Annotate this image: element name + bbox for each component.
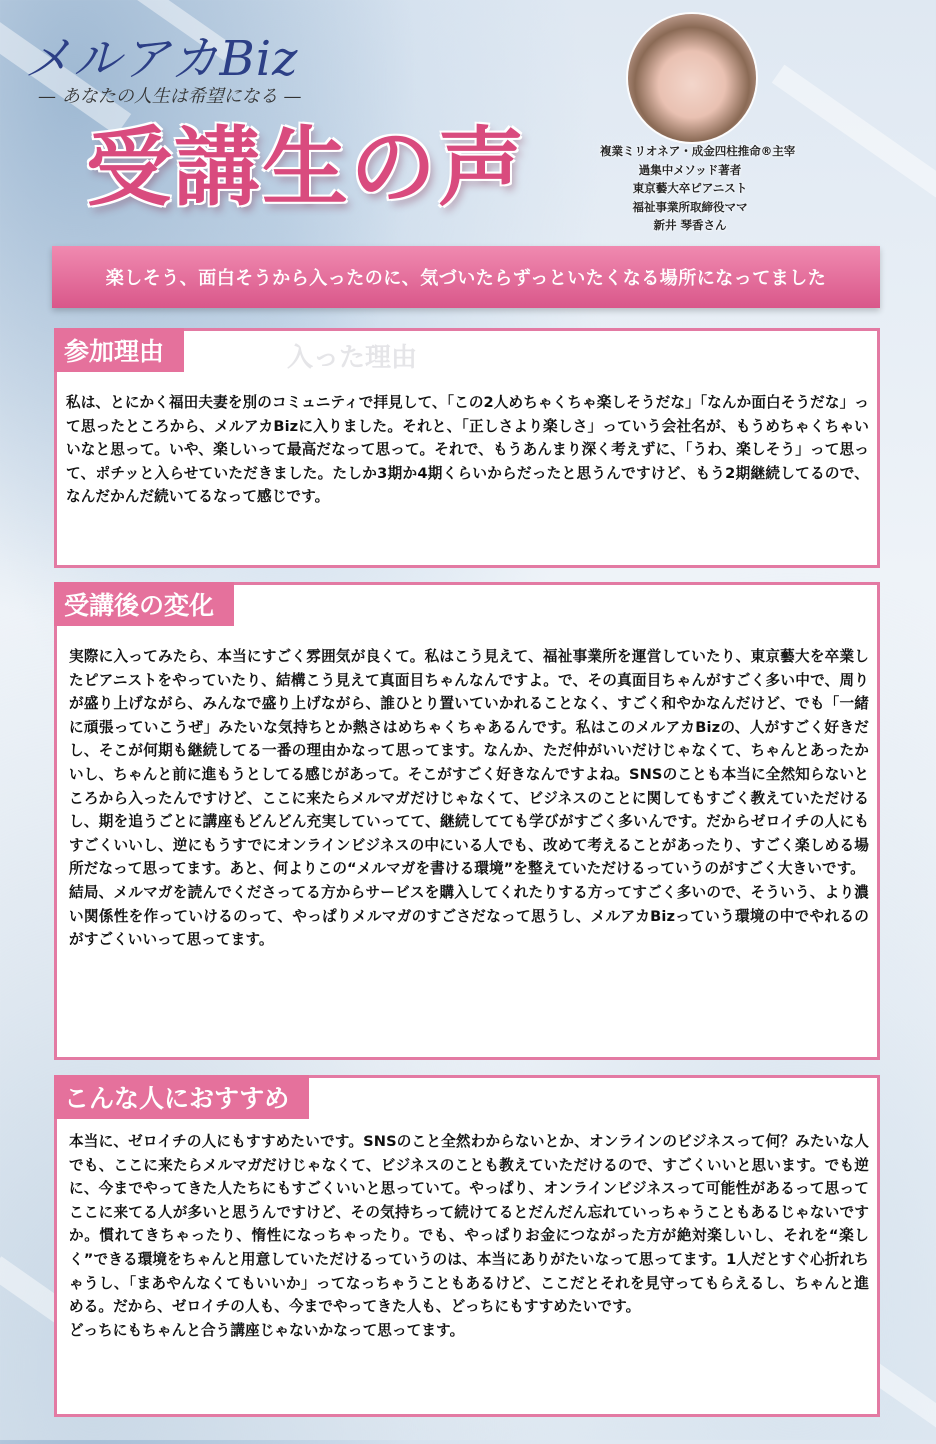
avatar [628, 14, 756, 142]
profile-caption [600, 142, 796, 235]
headline-banner [52, 246, 880, 308]
profile-line: 東京藝大卒ピアニスト [632, 181, 748, 195]
section-body: 本当に、ゼロイチの人にもすすめたいです。SNSのこと全然わからないとか、オンラインのビジネスって何？みたいな人でも、ここに来たらメルマガだけじゃなくて、ビジネスのことも教えていただけるので、すごくいいと思います。でも逆に、今までやってきた人たちにもすごくいいと思っていて。やっぱり、オンラインビジネスって可能性があるって思ってここに来てる人が多いと思うんですけど、その気持ちって続けてるとだんだん忘れていっちゃうこともあるじゃないですか。慣れてきちゃったり、惰性になっちゃったり。でも、やっぱりお金につながった方が絶対楽しいし、それを“楽しく”できる環境をちゃんと用意していただけるっていうのは、本当にありがたいなって思ってます。1人だとすぐ心折れちゃうし、「まあやんなくてもいいか」ってなっちゃうこともあるけど、ここだとそれを見守ってもらえるし、ちゃんと進める。だから、ゼロイチの人も、今までやってきた人も、どっちにもすすめたいです。 どっちにもちゃんと合う講座じゃないかなって思ってます。 [69, 1133, 869, 1339]
profile-line: 福祉事業所取締役ママ [632, 199, 748, 214]
section-reason [54, 328, 880, 568]
section-heading-text: こんな人におすすめ [64, 1084, 290, 1113]
section-body: 私は、とにかく福田夫妻を別のコミュニティで拝見して、「この2人めちゃくちゃ楽しそうだな」「なんか面白そうだな」って思ったところから、メルアカBizに入りました。それと、「正しさより楽しさ」っていう会社名が、もうめちゃくちゃいいなと思って。いや、楽しいって最高だなって思って。それで、もうあんまり深く考えずに、「うわ、楽しそう」って思って、ポチッと入らせていただきました。たしか3期か4期くらいからだったと思うんですけど、もう2期継続してるので、なんだかんだ続いてるなって感じです。 [66, 394, 869, 506]
logo-wordmark: メルアカBiz [24, 31, 299, 87]
section-heading-text: 参加理由 [64, 337, 165, 366]
profile-line: 過集中メソッド著者 [638, 162, 742, 177]
profile-line: 複業ミリオネア・成金四柱推命®主宰 [600, 144, 796, 158]
headline-text: 楽しそう、面白そうから入ったのに、気づいたらずっといたくなる場所になってました [105, 268, 827, 289]
section-body: 実際に入ってみたら、本当にすごく雰囲気が良くて。私はこう見えて、福祉事業所を運営していたり、東京藝大を卒業したピアニストをやっていたり、結構こう見えて真面目ちゃんなんですよ。で、その真面目ちゃんがすごく多い中で、周りが盛り上げながら、みんなで盛り上げながら、誰ひとり置いていかれることなく、すごく和やかなんだけど、でも「一緒に頑張っていこうぜ」みたいな気持ちとか熱さはめちゃくちゃあるんです。私はこのメルアカBizの、人がすごく好きだし、そこが何期も継続してる一番の理由かなって思ってます。なんか、ただ仲がいいだけじゃなくて、ちゃんとあったかいし、ちゃんと前に進もうとしてる感じがあって。そこがすごく好きなんですよね。SNSのことも本当に全然知らないところから入ったんですけど、ここに来たらメルマガだけじゃなくて、ビジネスのことに関してもすごく教えていただけるし、期を追うごとに講座もどんどん充実していってて、継続してても学びがすごく多いんです。だからゼロイチの人にもすごくいいし、逆にもうすでにオンラインビジネスの中にいる人でも、改めて考えることがあったり、すごく楽しめる場所だなって思ってます。あと、何よりこの“メルマガを書ける環境”を整えていただけるっていうのがすごく大きいです。 結局、メルマガを読んでくださってる方からサービスを購入してくれたりする方ってすごく多いので、そういう、より濃い関係性を作っていけるのって、やっぱりメルマガのすごさだなって思うし、メルアカBizっていう環境の中でやれるのがすごくいいって思ってます。 [69, 648, 869, 949]
section-changes [54, 582, 880, 1060]
profile-name: 新井 琴香さん [653, 218, 727, 232]
section-heading [54, 328, 184, 372]
section-heading [54, 582, 234, 626]
page-title: 受講生の声 [86, 117, 526, 218]
section-heading-text: 受講後の変化 [64, 591, 215, 620]
section-recommend [54, 1075, 880, 1417]
background-shard [772, 65, 936, 198]
logo-tagline: — あなたの人生は希望になる — [38, 86, 302, 107]
ghost-heading: 入った理由 [287, 343, 418, 373]
section-heading [54, 1075, 309, 1119]
brand-logo [24, 20, 384, 107]
